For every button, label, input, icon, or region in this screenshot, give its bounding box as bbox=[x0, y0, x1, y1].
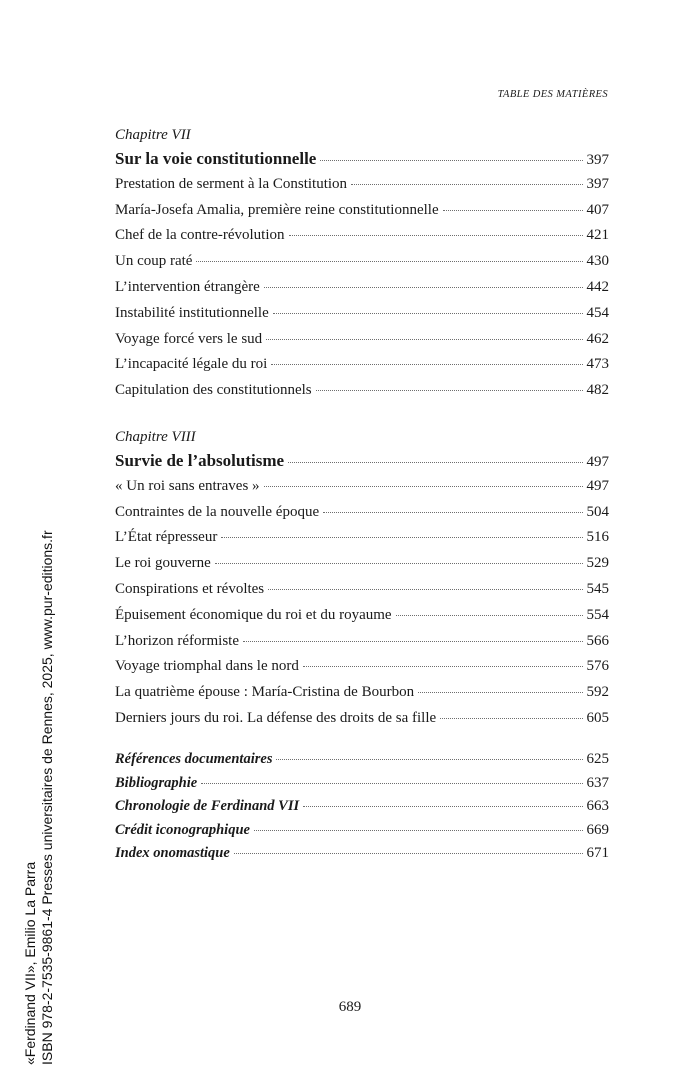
entry-title: L’horizon réformiste bbox=[115, 632, 239, 649]
appendix-title: Chronologie de Ferdinand VII bbox=[115, 798, 300, 814]
leader-dots bbox=[288, 462, 582, 463]
entry-page: 529 bbox=[586, 555, 609, 572]
leader-dots bbox=[243, 641, 583, 642]
leader-dots bbox=[351, 184, 582, 185]
entry-page: 421 bbox=[586, 227, 609, 244]
chapter-label: Chapitre VII bbox=[115, 127, 191, 143]
appendix-entry bbox=[115, 795, 609, 819]
leader-dots bbox=[268, 589, 582, 590]
toc-entry bbox=[115, 223, 609, 249]
toc-entry bbox=[115, 327, 609, 353]
toc-entry bbox=[115, 654, 609, 680]
toc-entry bbox=[115, 551, 609, 577]
entry-page: 554 bbox=[586, 606, 609, 623]
leader-dots bbox=[201, 783, 582, 784]
toc-entry bbox=[115, 378, 609, 404]
leader-dots bbox=[418, 692, 582, 693]
chapter-page: 397 bbox=[586, 152, 609, 168]
appendix-page: 669 bbox=[586, 821, 609, 838]
entry-title: L’intervention étrangère bbox=[115, 278, 260, 295]
entry-title: L’incapacité légale du roi bbox=[115, 356, 268, 373]
appendix-title: Bibliographie bbox=[115, 774, 198, 791]
leader-dots bbox=[234, 853, 583, 854]
toc-entry bbox=[115, 198, 609, 224]
side-credit-line-2: ISBN 978-2-7535-9861-4 Presses universitaires de Rennes, 2025, www.pur-editions.fr bbox=[39, 530, 55, 1065]
entry-title: Voyage triomphal dans le nord bbox=[115, 658, 299, 675]
leader-dots bbox=[215, 563, 583, 564]
leader-dots bbox=[396, 615, 583, 616]
entry-title: Épuisement économique du roi et du royaume bbox=[115, 606, 392, 623]
appendix-entry bbox=[115, 819, 609, 843]
toc-entry bbox=[115, 577, 609, 603]
leader-dots bbox=[264, 287, 583, 288]
running-head: TABLE DES MATIÈRES bbox=[497, 89, 608, 100]
appendices-section bbox=[115, 748, 609, 866]
page-number: 689 bbox=[338, 999, 362, 1015]
entry-page: 454 bbox=[586, 304, 609, 321]
chapter-label: Chapitre VIII bbox=[115, 429, 196, 445]
leader-dots bbox=[254, 830, 583, 831]
leader-dots bbox=[323, 512, 582, 513]
entry-title: L’État répresseur bbox=[115, 529, 218, 546]
toc-entry bbox=[115, 680, 609, 706]
toc-entry bbox=[115, 525, 609, 551]
side-credit-line-1: «Ferdinand VII», Emilio La Parra bbox=[22, 861, 38, 1065]
chapter-heading bbox=[115, 448, 609, 474]
entry-title: La quatrième épouse : María-Cristina de Bourbon bbox=[115, 684, 415, 701]
toc-entry bbox=[115, 706, 609, 732]
toc-entry bbox=[115, 301, 609, 327]
entry-page: 545 bbox=[586, 580, 609, 597]
entry-page: 407 bbox=[586, 201, 609, 218]
entry-title: Instabilité institutionnelle bbox=[115, 304, 269, 321]
appendix-page: 663 bbox=[586, 798, 609, 814]
entry-title: Chef de la contre-révolution bbox=[115, 227, 285, 244]
toc-entry bbox=[115, 275, 609, 301]
leader-dots bbox=[320, 160, 582, 161]
leader-dots bbox=[276, 759, 582, 760]
leader-dots bbox=[273, 313, 583, 314]
toc-entry bbox=[115, 629, 609, 655]
appendix-page: 625 bbox=[586, 751, 609, 767]
leader-dots bbox=[221, 537, 582, 538]
leader-dots bbox=[303, 666, 583, 667]
entry-title: Un coup raté bbox=[115, 253, 193, 270]
entry-title: « Un roi sans entraves » bbox=[115, 477, 260, 494]
entry-page: 473 bbox=[586, 356, 609, 373]
leader-dots bbox=[264, 486, 583, 487]
leader-dots bbox=[443, 210, 583, 211]
toc-entry bbox=[115, 352, 609, 378]
entry-page: 430 bbox=[586, 253, 609, 270]
entry-page: 592 bbox=[586, 684, 609, 701]
entry-title: María-Josefa Amalia, première reine constitutionnelle bbox=[115, 201, 439, 218]
chapter-title: Sur la voie constitutionnelle bbox=[115, 149, 317, 168]
appendix-title: Crédit iconographique bbox=[115, 821, 250, 838]
leader-dots bbox=[303, 806, 582, 807]
toc-entry bbox=[115, 603, 609, 629]
entry-title: Voyage forcé vers le sud bbox=[115, 330, 263, 347]
entry-title: Contraintes de la nouvelle époque bbox=[115, 503, 320, 520]
chapter-heading bbox=[115, 146, 609, 172]
entry-title: Le roi gouverne bbox=[115, 555, 211, 572]
appendix-title: Index onomastique bbox=[115, 845, 230, 861]
appendix-title: Références documentaires bbox=[115, 751, 273, 767]
entry-page: 442 bbox=[586, 278, 609, 295]
entry-page: 482 bbox=[586, 382, 609, 399]
entry-page: 576 bbox=[586, 658, 609, 675]
entry-title: Prestation de serment à la Constitution bbox=[115, 175, 348, 192]
toc-entry bbox=[115, 474, 609, 500]
leader-dots bbox=[266, 339, 582, 340]
appendix-page: 671 bbox=[586, 845, 609, 861]
appendix-entry bbox=[115, 748, 609, 772]
leader-dots bbox=[271, 364, 582, 365]
chapter-8-section bbox=[115, 426, 609, 732]
entry-page: 462 bbox=[586, 330, 609, 347]
entry-page: 397 bbox=[586, 175, 609, 192]
toc-entry bbox=[115, 249, 609, 275]
leader-dots bbox=[289, 235, 583, 236]
entry-title: Conspirations et révoltes bbox=[115, 580, 265, 597]
entry-page: 566 bbox=[586, 632, 609, 649]
toc-entry bbox=[115, 500, 609, 526]
toc-entry bbox=[115, 172, 609, 198]
appendix-entry bbox=[115, 842, 609, 866]
entry-page: 605 bbox=[586, 709, 609, 726]
chapter-page: 497 bbox=[586, 454, 609, 470]
entry-title: Capitulation des constitutionnels bbox=[115, 382, 312, 399]
appendix-entry bbox=[115, 772, 609, 796]
leader-dots bbox=[316, 390, 583, 391]
chapter-title: Survie de l’absolutisme bbox=[115, 451, 285, 470]
leader-dots bbox=[196, 261, 582, 262]
entry-page: 504 bbox=[586, 503, 609, 520]
leader-dots bbox=[440, 718, 582, 719]
entry-title: Derniers jours du roi. La défense des droits de sa fille bbox=[115, 709, 437, 726]
appendix-page: 637 bbox=[586, 774, 609, 791]
entry-page: 516 bbox=[586, 529, 609, 546]
entry-page: 497 bbox=[586, 477, 609, 494]
chapter-7-section bbox=[115, 124, 609, 404]
side-credit bbox=[22, 530, 56, 1065]
